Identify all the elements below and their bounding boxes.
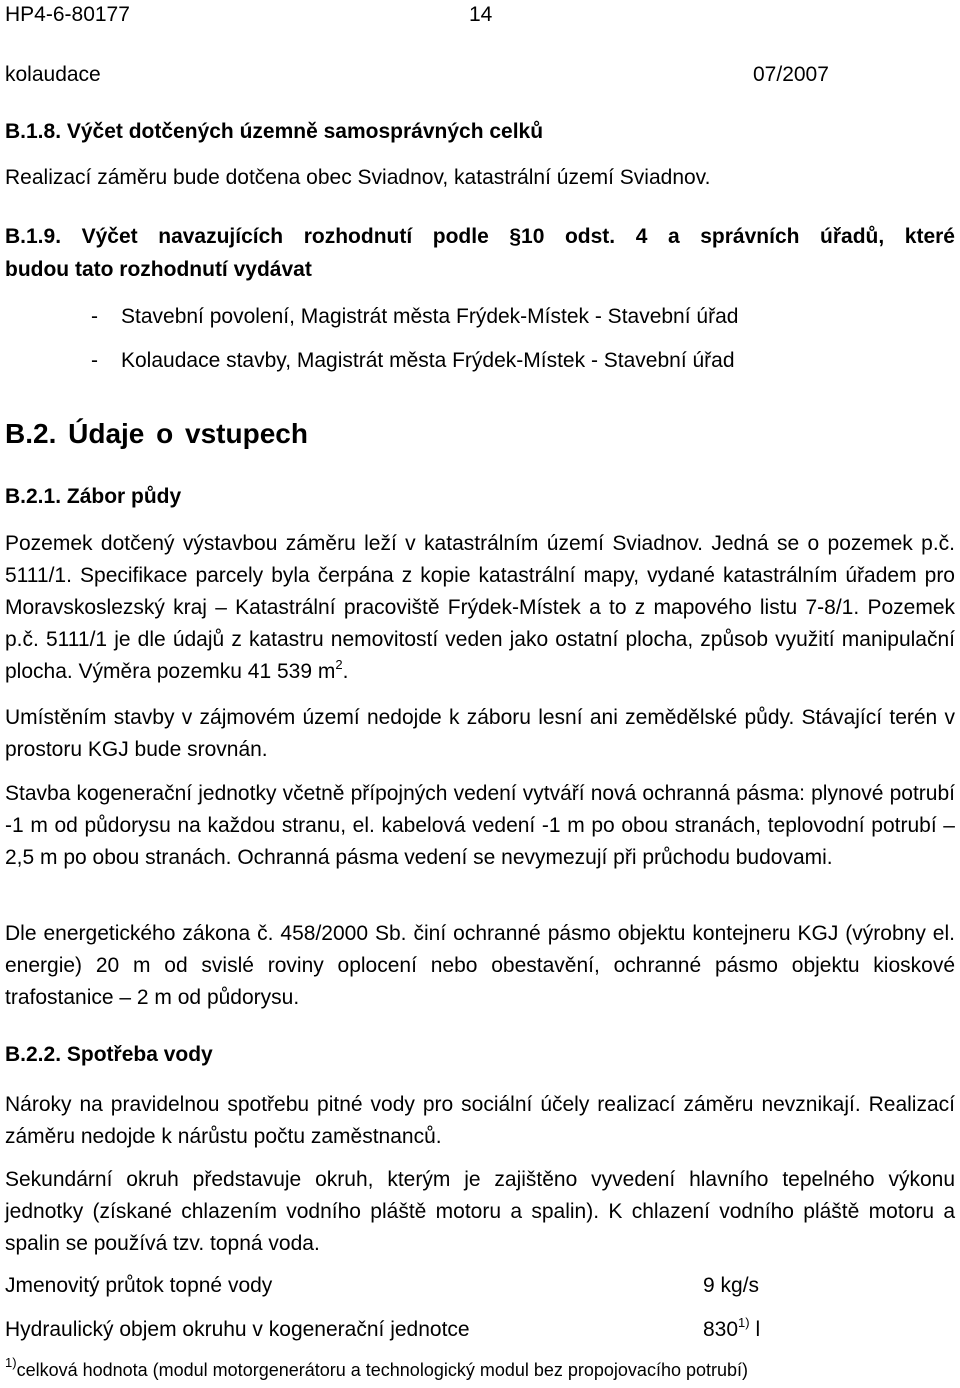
b18-text: Realizací záměru bude dotčena obec Sviadnov, katastrální území Sviadnov. bbox=[5, 166, 711, 189]
list-item: - Kolaudace stavby, Magistrát města Frýdek-Místek - Stavební úřad bbox=[91, 349, 735, 372]
param-value: 830$^{1)}$ l bbox=[703, 1315, 761, 1341]
heading-b19-line1: B.1.9. Výčet navazujících rozhodnutí podle §10 odst. 4 a správních úřadů, které bbox=[5, 225, 955, 248]
b21-paragraph-3: Stavba kogenerační jednotky včetně přípojných vedení vytváří nová ochranná pásma: plynové potrubí -1 m od půdorysu na každou stranu, el. kabelová vedení -1 m po obou stranách, teplovodní potrubí – 2,5 m po obou stranách. Ochranná pásma vedení se nevymezují při průchodu budovami. bbox=[5, 782, 955, 869]
doc-subject: kolaudace bbox=[5, 63, 101, 86]
footnote bbox=[5, 1355, 748, 1381]
heading-b18: B.1.8. Výčet dotčených územně samosprávných celků bbox=[5, 120, 544, 143]
param-label: Jmenovitý průtok topné vody bbox=[5, 1274, 273, 1297]
heading-b2: B.2. Údaje o vstupech bbox=[5, 418, 308, 449]
heading-b22: B.2.2. Spotřeba vody bbox=[5, 1043, 213, 1066]
doc-date: 07/2007 bbox=[753, 63, 829, 86]
param-label: Hydraulický objem okruhu v kogenerační jednotce bbox=[5, 1318, 470, 1341]
doc-id: HP4-6-80177 bbox=[5, 3, 130, 26]
page-number: 14 bbox=[469, 3, 493, 26]
footnote-text: celková hodnota (modul motorgenerátoru a technologický modul bez propojovacího potrubí) bbox=[16, 1360, 748, 1380]
footnote-mark: 1) bbox=[5, 1355, 17, 1370]
list-item: - Stavební povolení, Magistrát města Frýdek-Místek - Stavební úřad bbox=[91, 305, 739, 328]
heading-b19-line2: budou tato rozhodnutí vydávat bbox=[5, 258, 312, 281]
b21-paragraph-1: Pozemek dotčený výstavbou záměru leží v katastrálním území Sviadnov. Jedná se o pozemek p.č. 5111/1. Specifikace parcely byla čerpána z kopie katastrální mapy, vydané katastrálním úřadem pro Moravskoslezský kraj – Katastrální pracoviště Frýdek-Místek a to z mapového listu 7-8/1. Pozemek p.č. 5111/1 je dle údajů z katastru nemovitostí veden jako ostatní plocha, způsob využití manipulační plocha. Výměra pozemku 41 539 $m^2$. bbox=[5, 532, 955, 683]
b22-paragraph-2: Sekundární okruh představuje okruh, kterým je zajištěno vyvedení hlavního tepelného výkonu jednotky (získané chlazením vodního pláště motoru a spalin). K chlazení vodního pláště motoru a spalin se používá tzv. topná voda. bbox=[5, 1168, 955, 1255]
b22-paragraph-1: Nároky na pravidelnou spotřebu pitné vody pro sociální účely realizací záměru nevznikají. Realizací záměru nedojde k nárůstu počtu zaměstnanců. bbox=[5, 1093, 955, 1148]
heading-b21: B.2.1. Zábor půdy bbox=[5, 485, 182, 508]
param-value: 9 kg/s bbox=[703, 1274, 760, 1297]
b21-paragraph-4: Dle energetického zákona č. 458/2000 Sb. činí ochranné pásmo objektu kontejneru KGJ (výrobny el. energie) 20 m od svislé roviny oplocení nebo obestavění, ochranné pásmo objektu kioskové trafostanice – 2 m od půdorysu. bbox=[5, 922, 955, 1009]
b21-paragraph-2: Umístěním stavby v zájmovém území nedojde k záboru lesní ani zemědělské půdy. Stávající terén v prostoru KGJ bude srovnán. bbox=[5, 706, 955, 761]
